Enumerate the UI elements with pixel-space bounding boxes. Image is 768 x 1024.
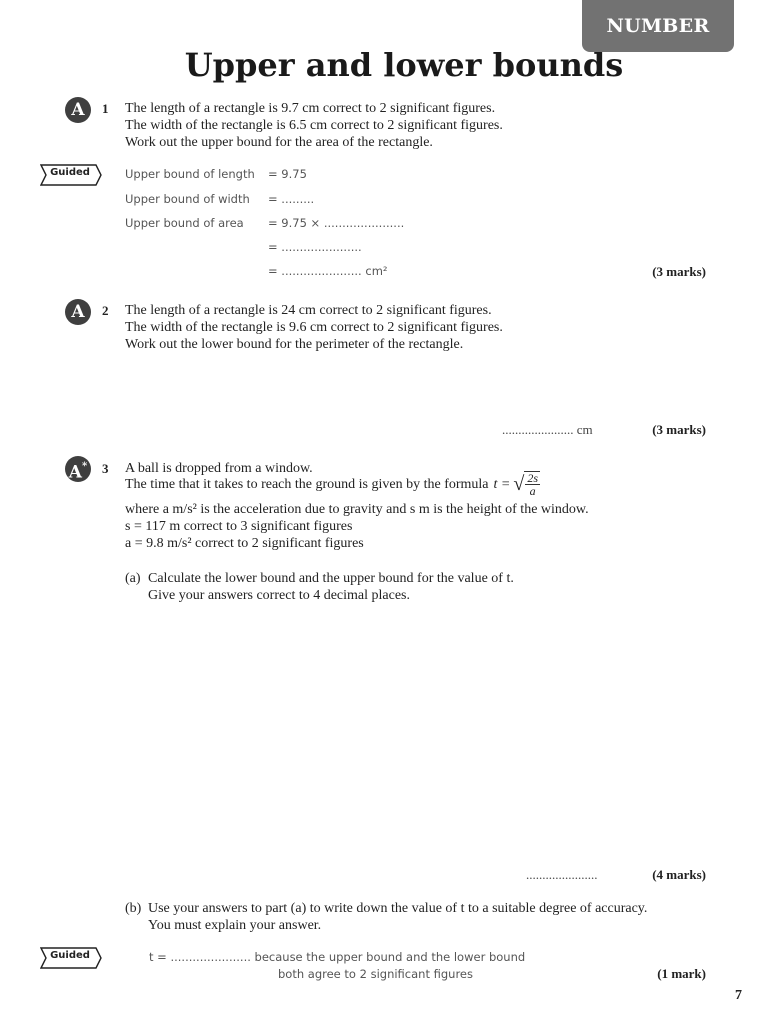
guided-value-result: = ...................... cm²	[268, 264, 388, 278]
part-b-label: (b)	[125, 901, 142, 916]
question-text-q3-body: where a m/s² is the acceleration due to gravity and s m is the height of the window. s = 117 m correct to 3 significant figures a = 9.8 m/s² correct to 2 significant figures	[125, 502, 589, 551]
marks-q2: (3 marks)	[652, 422, 706, 437]
marks-q3b: (1 mark)	[657, 966, 706, 981]
question-text-q3-formula-line: The time that it takes to reach the ground is given by the formula t = √ $\frac{2s}{a}$	[125, 471, 539, 498]
guided-value-length: = 9.75	[268, 167, 307, 181]
question-text-q2: The length of a rectangle is 24 cm correct to 2 significant figures. The width of the rectangle is 9.6 cm correct to 2 significant figures. Work out the lower bound for the perimeter of the rectangle.	[125, 303, 503, 352]
guided-value-width: = .........	[268, 192, 315, 206]
marks-q3a: (4 marks)	[652, 867, 706, 882]
guided-label-length: Upper bound of length	[125, 167, 255, 181]
formula-sqrt: √ $\frac{2s}{a}$	[513, 471, 539, 498]
question-text-q3-line1: A ball is dropped from a window.	[125, 461, 313, 476]
grade-badge-q3: A*	[65, 456, 91, 482]
part-a-text: Calculate the lower bound and the upper bound for the value of t. Give your answers correct to 4 decimal places.	[148, 571, 514, 603]
answer-line-q3a: ......................	[526, 867, 598, 882]
question-text-q1: The length of a rectangle is 9.7 cm correct to 2 significant figures. The width of the rectangle is 6.5 cm correct to 2 significant figures. Work out the upper bound for the area of the rectangle.	[125, 101, 503, 150]
marks-q1: (3 marks)	[652, 264, 706, 279]
guided-label-width: Upper bound of width	[125, 192, 250, 206]
answer-line-q2: ...................... cm	[502, 422, 593, 437]
page-title: Upper and lower bounds	[184, 46, 624, 84]
section-tab: NUMBER	[582, 0, 734, 52]
guided-label-q3b: Guided	[40, 947, 98, 969]
grade-badge-q1: A	[65, 97, 91, 123]
grade-badge-q2: A	[65, 299, 91, 325]
guided-answer-q3b-line1: t = ...................... because the upper bound and the lower bound	[149, 950, 526, 964]
part-a-label: (a)	[125, 571, 141, 586]
guided-value-area: = 9.75 × ......................	[268, 216, 405, 230]
page-number: 7	[735, 988, 742, 1003]
question-number-q3: 3	[102, 461, 109, 476]
question-number-q2: 2	[102, 303, 109, 318]
guided-label-q1: Guided	[40, 164, 98, 186]
guided-answer-q3b-line2: both agree to 2 significant figures	[278, 967, 474, 981]
question-number-q1: 1	[102, 101, 109, 116]
formula-lhs: t =	[493, 476, 511, 492]
guided-label-area: Upper bound of area	[125, 216, 244, 230]
part-b-text: Use your answers to part (a) to write down the value of t to a suitable degree of accuracy. You must explain your answer.	[148, 901, 648, 933]
guided-value-step: = ......................	[268, 240, 362, 254]
